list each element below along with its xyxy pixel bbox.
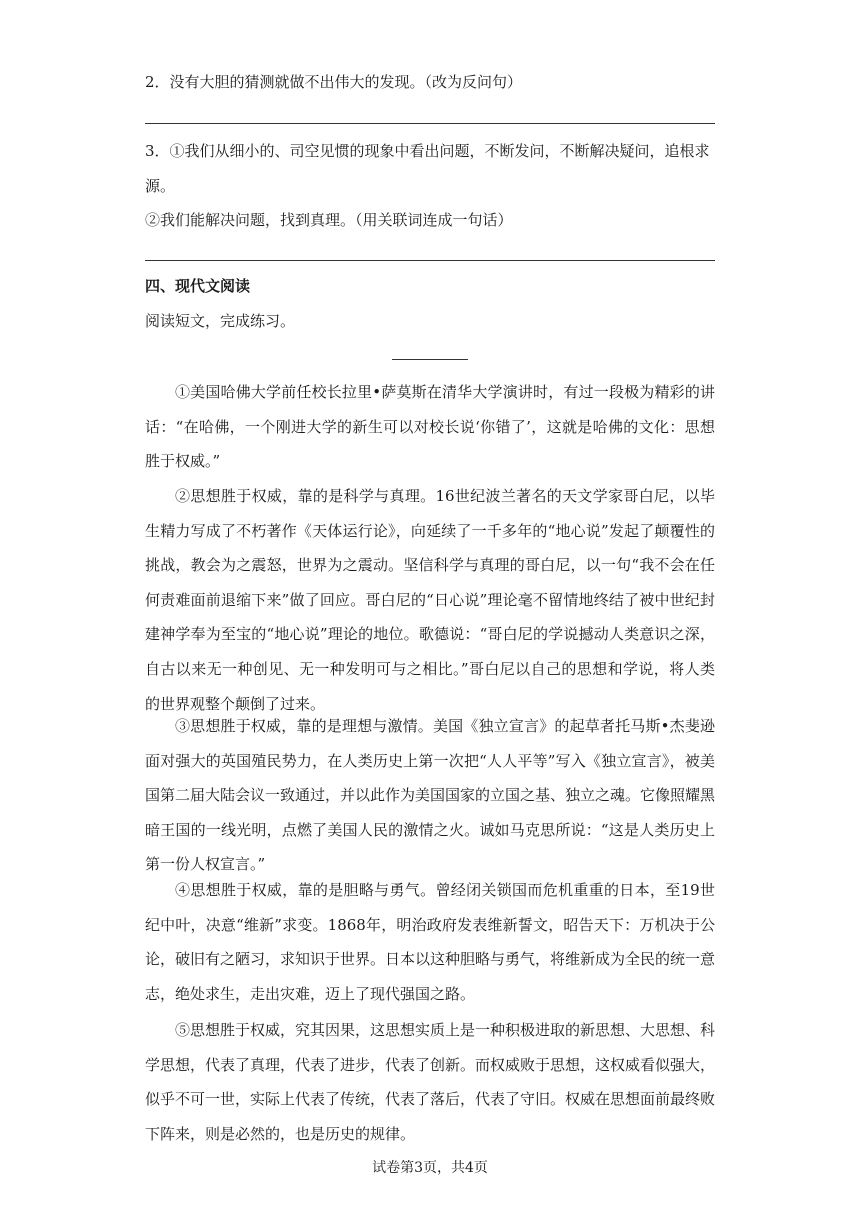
question-3-line-2: 源。 — [145, 177, 176, 195]
article-paragraph-2: ②思想胜于权威，靠的是科学与真理。16世纪波兰著名的天文学家哥白尼，以毕生精力写成了不朽著作《天体运行论》，向延续了一千多年的“地心说”发起了颠覆性的挑战，教会为之震怒，世界为之震动。坚信科学与真理的哥白尼，以一句“我不会在任何责难面前退缩下来”做了回应。哥白尼的“日心说”理论毫不留情地终结了被中世纪封建神学奉为至宝的“地心说”理论的地位。歌德说：“哥白尼的学说撼动人类意识之深，自古以来无一种创见、无一种发明可与之相比。”哥白尼以自己的思想和学说，将人类的世界观整个颠倒了过来。 — [145, 487, 715, 713]
article-paragraph-1: ①美国哈佛大学前任校长拉里•萨莫斯在清华大学演讲时，有过一段极为精彩的讲话：“在哈佛，一个刚进大学的新生可以对校长说‘你错了’，这就是哈佛的文化：思想胜于权威。” — [145, 383, 715, 471]
question-3-line-3: ②我们能解决问题，找到真理。（用关联词连成一句话） — [145, 211, 513, 229]
article-paragraph-5: ⑤思想胜于权威，究其因果，这思想实质上是一种积极进取的新思想、大思想、科学思想，代表了真理，代表了进步，代表了创新。而权威败于思想，这权威看似强大，似乎不可一世，实际上代表了传统，代表了落后，代表了守旧。权威在思想面前最终败下阵来，则是必然的，也是历史的规律。 — [145, 1021, 716, 1143]
page-footer: 试卷第3页，共4页 — [372, 1160, 488, 1176]
answer-line-q2 — [145, 123, 715, 124]
question-3-line-1: 3．①我们从细小的、司空见惯的现象中看出问题，不断发问，不断解决疑问，追根求 — [145, 142, 710, 160]
reading-instruction: 阅读短文，完成练习。 — [145, 312, 296, 330]
question-2: 2．没有大胆的猜测就做不出伟大的发现。（改为反问句） — [145, 73, 523, 91]
article-paragraph-4: ④思想胜于权威，靠的是胆略与勇气。曾经闭关锁国而危机重重的日本，至19世纪中叶，决意“维新”求变。1868年，明治政府发表维新誓文，昭告天下：万机决于公论，破旧有之陋习，求知识于世界。日本以这种胆略与勇气，将维新成为全民的统一意志，绝处求生，走出灾难，迈上了现代强国之路。 — [145, 881, 716, 1003]
answer-line-q3 — [145, 260, 715, 261]
title-blank — [392, 359, 468, 360]
article-paragraph-3: ③思想胜于权威，靠的是理想与激情。美国《独立宣言》的起草者托马斯•杰斐逊面对强大的英国殖民势力，在人类历史上第一次把“人人平等”写入《独立宣言》，被美国第二届大陆会议一致通过，并以此作为美国国家的立国之基、独立之魂。它像照耀黑暗王国的一线光明，点燃了美国人民的激情之火。诚如马克思所说：“这是人类历史上第一份人权宣言。” — [145, 717, 716, 874]
section-heading: 四、现代文阅读 — [145, 277, 251, 295]
